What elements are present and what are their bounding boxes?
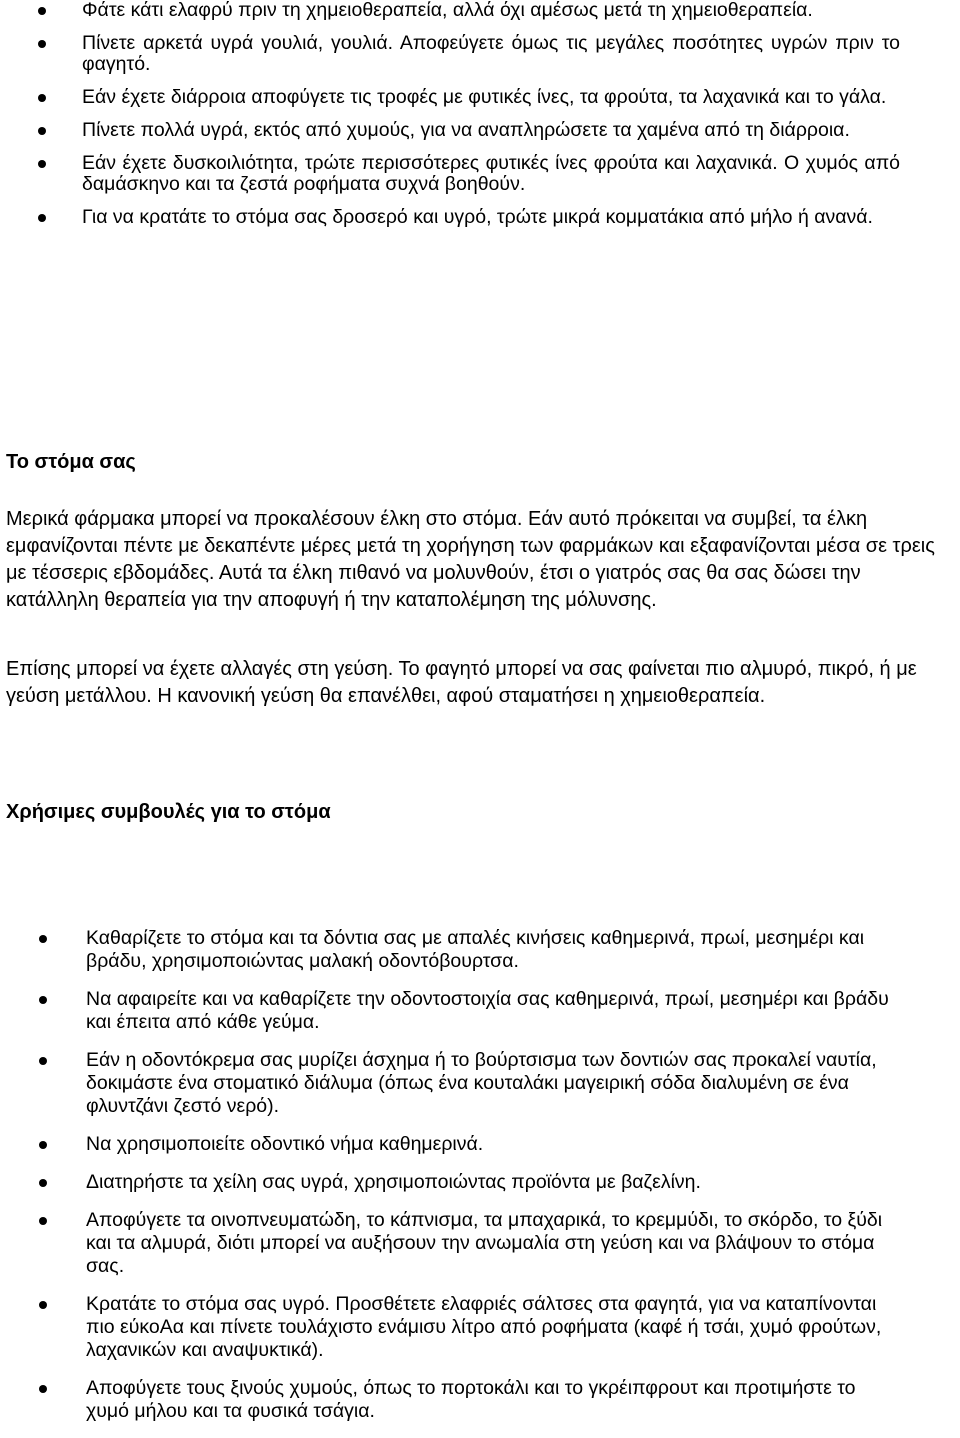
bullet-icon	[38, 94, 46, 102]
bullet-icon	[39, 1057, 47, 1065]
list-item	[0, 120, 900, 141]
bullet-icon	[39, 1179, 47, 1187]
list-item	[0, 1293, 900, 1362]
list-item-text: Διατηρήστε τα χείλη σας υγρά, χρησιμοποιώντας προϊόντα με βαζελίνη.	[86, 1171, 701, 1193]
list-item-text: Εάν έχετε δυσκοιλιότητα, τρώτε περισσότερες φυτικές ίνες φρούτα και λαχανικά. Ο χυμός από δαμάσκηνο και τα ζεστά ροφήματα συχνά βοηθούν.	[82, 152, 900, 195]
list-item-text: Πίνετε αρκετά υγρά γουλιά, γουλιά. Αποφεύγετε όμως τις μεγάλες ποσότητες υγρών πριν το φαγητό.	[82, 32, 900, 75]
bullet-icon	[38, 214, 46, 222]
list-item	[0, 1049, 900, 1118]
list-item-text: Εάν η οδοντόκρεμα σας μυρίζει άσχημα ή το βούρτσισμα των δοντιών σας προκαλεί ναυτία, δοκιμάστε ένα στοματικό διάλυμα (όπως ένα κουταλάκι μαγειρική σόδα διαλυμένη σε ένα φλυντζάνι ζεστό νερό).	[86, 1049, 877, 1117]
list-item	[0, 988, 900, 1034]
list-item-text: Αποφύγετε τα οινοπνευματώδη, το κάπνισμα, τα μπαχαρικά, το κρεμμύδι, το σκόρδο, το ξύδι και τα αλμυρά, διότι μπορεί να αυξήσουν την ανωμαλία στη γεύση και να βλάψουν το στόμα σας.	[86, 1209, 883, 1277]
bullet-icon	[38, 160, 46, 168]
bullet-icon	[39, 996, 47, 1004]
list-item	[0, 927, 900, 973]
list-item-text: Για να κρατάτε το στόμα σας δροσερό και υγρό, τρώτε μικρά κομματάκια από μήλο ή ανανά.	[82, 206, 873, 228]
list-item-text: Να χρησιμοποιείτε οδοντικό νήμα καθημερινά.	[86, 1133, 484, 1155]
bullet-icon	[39, 1301, 47, 1309]
bullet-icon	[38, 7, 46, 15]
list-item	[0, 33, 900, 75]
list-item	[0, 207, 900, 228]
list-item	[0, 0, 900, 21]
bullet-icon	[39, 1385, 47, 1393]
list-item	[0, 1133, 900, 1156]
list-item	[0, 87, 900, 108]
list-item	[0, 1377, 900, 1423]
paragraph-taste-changes: Επίσης μπορεί να έχετε αλλαγές στη γεύση. Το φαγητό μπορεί να σας φαίνεται πιο αλμυρό, πικρό, ή με γεύση μετάλλου. Η κανονική γεύση θα επανέλθει, αφού σταματήσει η χημειοθεραπεία.	[6, 658, 917, 707]
list-item	[0, 153, 900, 195]
list-item	[0, 1209, 900, 1278]
list-item	[0, 1171, 900, 1194]
bullet-icon	[39, 935, 47, 943]
bullet-icon	[38, 127, 46, 135]
diet-tips-list	[0, 0, 900, 240]
list-item-text: Αποφύγετε τους ξινούς χυμούς, όπως το πορτοκάλι και το γκρέιπφρουτ και προτιμήστε το χυμό μήλου και τα φυσικά τσάγια.	[86, 1377, 856, 1422]
list-item-text: Πίνετε πολλά υγρά, εκτός από χυμούς, για να αναπληρώσετε τα χαμένα από τη διάρροια.	[82, 119, 850, 141]
list-item-text: Φάτε κάτι ελαφρύ πριν τη χημειοθεραπεία, αλλά όχι αμέσως μετά τη χημειοθεραπεία.	[82, 0, 813, 21]
list-item-text: Εάν έχετε διάρροια αποφύγετε τις τροφές με φυτικές ίνες, τα φρούτα, τα λαχανικά και το γάλα.	[82, 86, 887, 108]
list-item-text: Καθαρίζετε το στόμα και τα δόντια σας με απαλές κινήσεις καθημερινά, πρωί, μεσημέρι και βράδυ, χρησιμοποιώντας μαλακή οδοντόβουρτσα.	[86, 927, 865, 972]
list-item-text: Να αφαιρείτε και να καθαρίζετε την οδοντοστοιχία σας καθημερινά, πρωί, μεσημέρι και βράδυ και έπειτα από κάθε γεύμα.	[86, 988, 889, 1033]
list-item-text: Κρατάτε το στόμα σας υγρό. Προσθέτετε ελαφριές σάλτσες στα φαγητά, για να καταπίνονται πιο εύκοΑα και πίνετε τουλάχιστο ενάμισυ λίτρο από ροφήματα (καφέ ή τσάι, χυμό φρούτων, λαχανικών και αναψυκτικά).	[86, 1293, 882, 1361]
bullet-icon	[39, 1217, 47, 1225]
section-title-mouth-tips: Χρήσιμες συμβουλές για το στόμα	[6, 801, 331, 823]
mouth-tips-list	[0, 927, 900, 1438]
paragraph-mouth-sores: Μερικά φάρμακα μπορεί να προκαλέσουν έλκη στο στόμα. Εάν αυτό πρόκειται να συμβεί, τα έλκη εμφανίζονται πέντε με δεκαπέντε μέρες μετά τη χορήγηση των φαρμάκων και εξαφανίζονται μέσα σε τρεις με τέσσερις εβδομάδες. Αυτά τα έλκη πιθανό να μολυνθούν, έτσι ο γιατρός σας θα σας δώσει την κατάλληλη θεραπεία για την αποφυγή ή την καταπολέμηση της μόλυνσης.	[6, 508, 935, 611]
section-title-mouth: Το στόμα σας	[6, 451, 136, 473]
bullet-icon	[38, 40, 46, 48]
bullet-icon	[39, 1141, 47, 1149]
